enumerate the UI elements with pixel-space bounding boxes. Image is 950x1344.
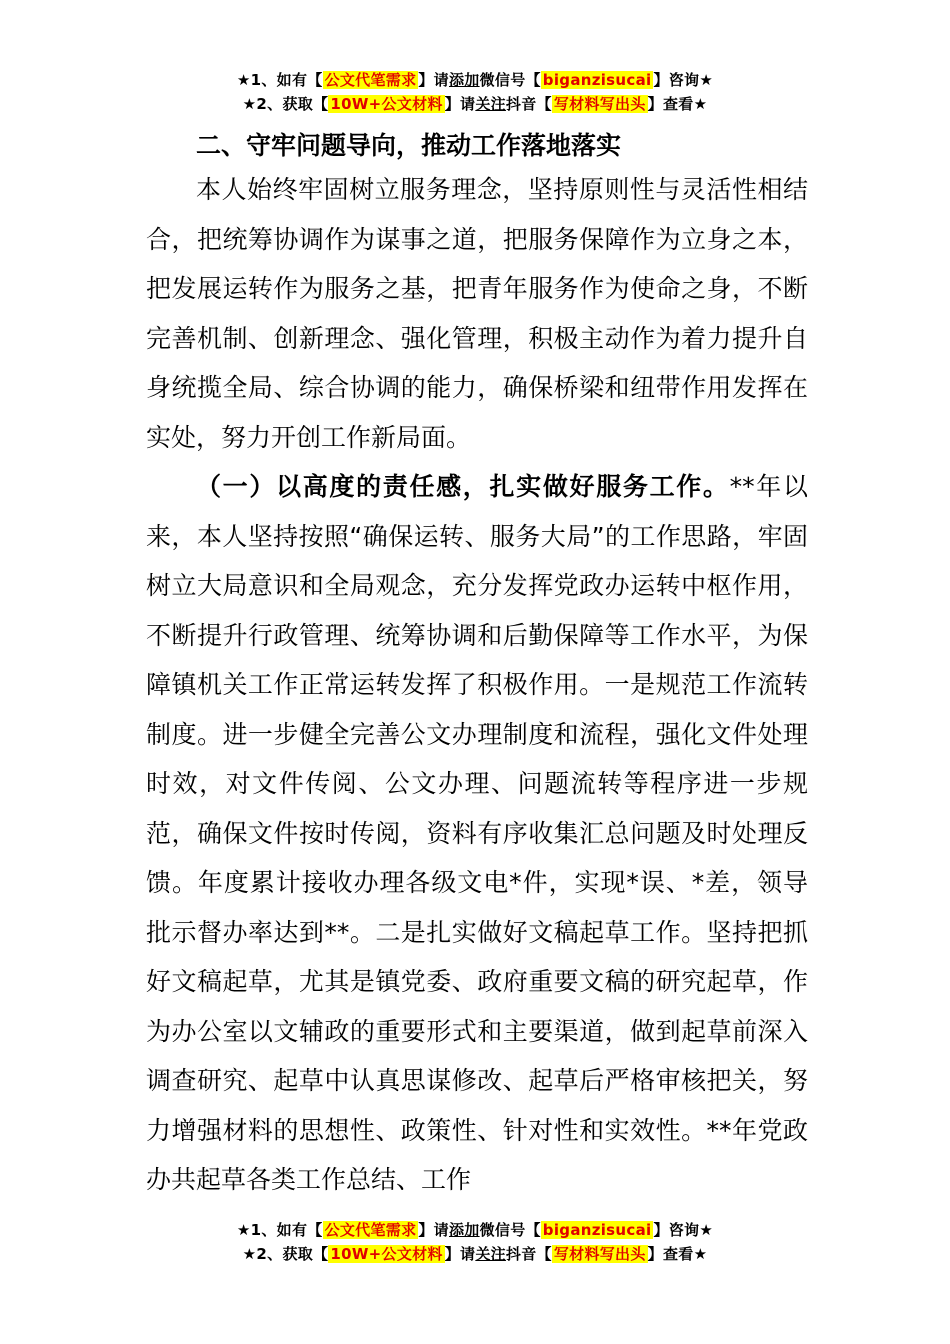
banner-text: 】请: [444, 1245, 476, 1263]
banner-text: 微信号【: [479, 71, 541, 89]
banner-text: 微信号【: [479, 1221, 541, 1239]
banner-underlined-text: 关注: [475, 95, 506, 113]
footer-banner: [0, 1218, 950, 1266]
banner-text: 】咨询★: [653, 71, 714, 89]
banner-underlined-text: 关注: [475, 1245, 506, 1263]
banner-highlight: 10W+公文材料: [330, 95, 443, 113]
banner-text: ★1、如有【: [236, 71, 323, 89]
banner-line-2: [0, 92, 950, 116]
header-banner: [0, 68, 950, 116]
banner-text: 】查看★: [647, 95, 708, 113]
banner-underlined-text: 添加: [448, 1221, 480, 1239]
banner-text: 】请: [444, 95, 476, 113]
banner-text: ★1、如有【: [236, 1221, 323, 1239]
banner-highlight: 写材料写出头: [553, 95, 646, 113]
banner-line-1: [0, 68, 950, 92]
banner-text: 】请: [418, 71, 449, 89]
banner-highlight: 公文代笔需求: [324, 71, 417, 89]
banner-highlight: biganzisucai: [542, 1221, 652, 1239]
banner-underlined-text: 添加: [448, 71, 480, 89]
section-heading: 二、守牢问题导向，推动工作落地落实: [196, 131, 622, 160]
banner-line-1: [0, 1218, 950, 1242]
banner-highlight: 写材料写出头: [553, 1245, 646, 1263]
banner-text: 】咨询★: [653, 1221, 714, 1239]
document-body: [146, 126, 808, 1205]
banner-text: ★2、获取【: [242, 1245, 329, 1263]
intro-paragraph: 本人始终牢固树立服务理念，坚持原则性与灵活性相结合，把统筹协调作为谋事之道，把服务保障作为立身之本，把发展运转作为服务之基，把青年服务作为使命之身，不断完善机制、创新理念、强化管理，积极主动作为着力提升自身统揽全局、综合协调的能力，确保桥梁和纽带作用发挥在实处，努力开创工作新局面。: [146, 175, 808, 452]
subsection-title: （一）以高度的责任感，扎实做好服务工作。: [196, 472, 730, 501]
banner-highlight: 公文代笔需求: [324, 1221, 417, 1239]
banner-text: 抖音【: [505, 95, 552, 113]
section-paragraph: [146, 462, 808, 1205]
subsection-body: **年以来，本人坚持按照“确保运转、服务大局”的工作思路，牢固树立大局意识和全局观念，充分发挥党政办运转中枢作用，不断提升行政管理、统筹协调和后勤保障等工作水平，为保障镇机关工作正常运转发挥了积极作用。一是规范工作流转制度。进一步健全完善公文办理制度和流程，强化文件处理时效，对文件传阅、公文办理、问题流转等程序进一步规范，确保文件按时传阅，资料有序收集汇总问题及时处理反馈。年度累计接收办理各级文电*件，实现*误、*差，领导批示督办率达到**。二是扎实做好文稿起草工作。坚持把抓好文稿起草，尤其是镇党委、政府重要文稿的研究起草，作为办公室以文辅政的重要形式和主要渠道，做到起草前深入调查研究、起草中认真思谋修改、起草后严格审核把关，努力增强材料的思想性、政策性、针对性和实效性。**年党政办共起草各类工作总结、工作: [146, 472, 808, 1194]
banner-text: 抖音【: [505, 1245, 552, 1263]
banner-line-2: [0, 1242, 950, 1266]
banner-highlight: biganzisucai: [542, 71, 652, 89]
banner-text: ★2、获取【: [242, 95, 329, 113]
banner-highlight: 10W+公文材料: [330, 1245, 443, 1263]
banner-text: 】请: [418, 1221, 449, 1239]
banner-text: 】查看★: [647, 1245, 708, 1263]
